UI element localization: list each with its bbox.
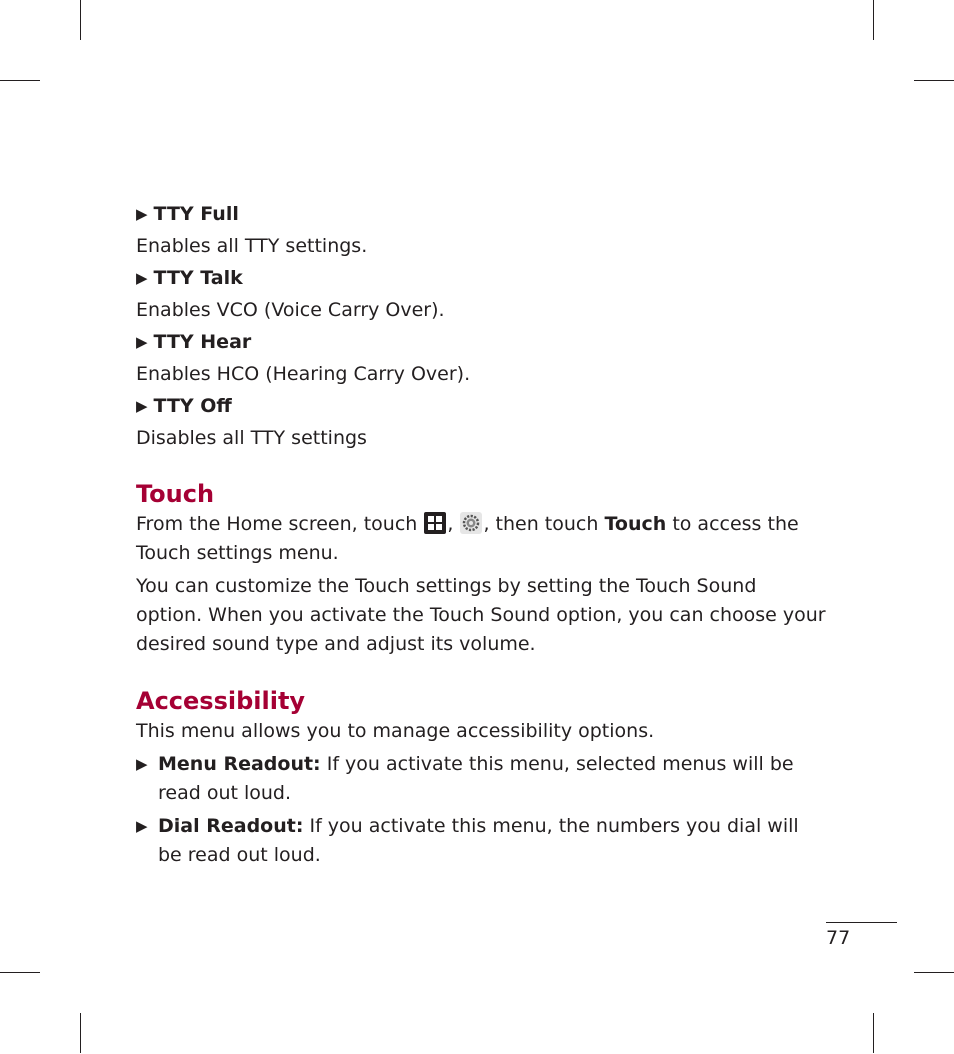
crop-mark xyxy=(873,1013,874,1053)
tty-item-desc: Enables VCO (Voice Carry Over). xyxy=(136,299,445,321)
accessibility-intro: This menu allows you to manage accessibility options. xyxy=(136,720,655,742)
crop-mark xyxy=(0,972,40,973)
arrow-right-icon: ▶ xyxy=(136,333,148,351)
crop-mark xyxy=(80,0,81,40)
tty-item xyxy=(136,200,826,260)
accessibility-bullet: ▶ Dial Readout: If you activate this menu, the numbers you dial will be read out loud. xyxy=(136,812,826,870)
tty-item xyxy=(136,264,826,324)
crop-mark xyxy=(873,0,874,40)
page-content xyxy=(136,200,826,870)
tty-item xyxy=(136,392,826,452)
crop-mark xyxy=(914,80,954,81)
tty-item-title: TTY Off xyxy=(153,395,232,417)
accessibility-bullet: ▶ Menu Readout: If you activate this menu, selected menus will be read out loud. xyxy=(136,750,826,808)
touch-menu-label: Touch xyxy=(604,513,667,535)
crop-mark xyxy=(0,80,40,81)
touch-section-title: Touch xyxy=(136,480,215,508)
arrow-right-icon: ▶ xyxy=(136,205,148,223)
page-number-rule xyxy=(826,922,897,923)
apps-grid-icon xyxy=(424,512,446,534)
settings-gear-icon xyxy=(460,512,482,534)
tty-item-desc: Disables all TTY settings xyxy=(136,427,367,449)
tty-item-title: TTY Hear xyxy=(153,331,252,353)
arrow-right-icon: ▶ xyxy=(136,755,148,773)
tty-item-desc: Enables HCO (Hearing Carry Over). xyxy=(136,363,471,385)
bullet-label: Menu Readout: xyxy=(158,753,321,775)
crop-mark xyxy=(914,972,954,973)
accessibility-section-title: Accessibility xyxy=(136,687,306,715)
tty-item xyxy=(136,328,826,388)
tty-item-title: TTY Talk xyxy=(153,267,243,289)
bullet-label: Dial Readout: xyxy=(158,815,304,837)
crop-mark xyxy=(80,1013,81,1053)
tty-item-desc: Enables all TTY settings. xyxy=(136,235,368,257)
arrow-right-icon: ▶ xyxy=(136,269,148,287)
arrow-right-icon: ▶ xyxy=(136,817,148,835)
page-number: 77 xyxy=(826,927,851,949)
tty-item-title: TTY Full xyxy=(153,203,239,225)
touch-paragraph-1: From the Home screen, touch , , then touch Touch to access the Touch settings menu. xyxy=(136,513,799,564)
touch-paragraph-2: You can customize the Touch settings by setting the Touch Sound option. When you activate the Touch Sound option, you can choose your desired sound type and adjust its volume. xyxy=(136,575,826,655)
arrow-right-icon: ▶ xyxy=(136,397,148,415)
